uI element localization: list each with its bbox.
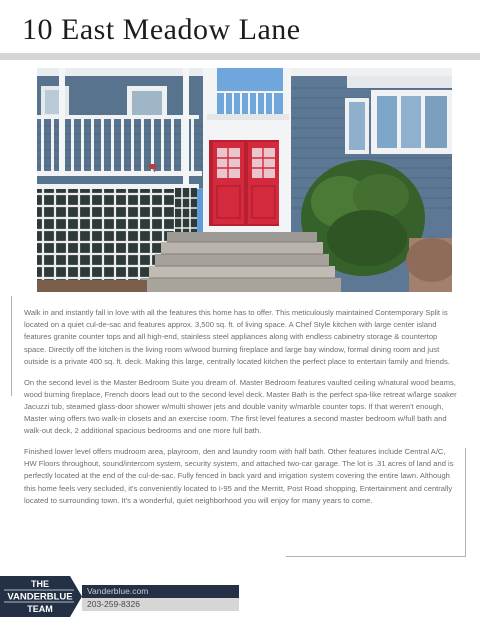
website-link[interactable]: Vanderblue.com	[87, 586, 149, 596]
logo-line-3: TEAM	[27, 604, 53, 614]
frame-accent-left	[11, 296, 12, 396]
description-paragraph: Walk in and instantly fall in love with all the features this home has to offer. This meticulously maintained Contemporary Split is located on a quiet cul-de-sac and features approx. 3,500 sq. ft. of living space. A Chef Style kitchen with large center island features granite counter tops and all high-end, stainless steel appliances along with endless cabinetry storage & countertop space. Directly off the kitchen is the living room w/wood burning fireplace and large bay window, formal dining room and just outside is a private 400 sq. ft. deck. Making this large, centrally located kitchen the perfect place to entertain family and friends.	[24, 308, 450, 366]
listing-description	[24, 307, 458, 516]
vanderblue-team-logo	[0, 576, 82, 617]
house-photo-illustration	[37, 68, 452, 292]
house-photo	[37, 68, 452, 292]
title-divider	[0, 53, 480, 60]
frame-accent-bottom	[286, 556, 466, 557]
logo-line-2: VANDERBLUE	[7, 591, 73, 603]
footer	[0, 576, 480, 621]
description-paragraph: Finished lower level offers mudroom area, playroom, den and laundry room with half bath. Other features include Central A/C, HW Floors throughout, sound/intercom system, security system, and attached two-car garage. The lot is .31 acres of land and is perfectly located at the end of the cul-de-sac. Fully fenced in back yard and irrigation system covering the entire lawn. Although this home feels very secluded, it's conveniently located to I-95 and the Merritt, Post Road shopping, Entertainment and centrally located to surrounding town. It's a wonderful, quiet neighborhood you will enjoy for many years to come.	[24, 447, 454, 505]
page-title: 10 East Meadow Lane	[22, 13, 301, 46]
frame-accent-right	[465, 448, 466, 556]
description-paragraph: On the second level is the Master Bedroom Suite you dream of. Master Bedroom features vaulted ceiling w/natural wood beams, wood burning fireplace, French doors lead out to the second level deck. Master Bath is the perfect spa-like retreat w/large soaker Jacuzzi tub, steamed glass-door shower w/multi shower jets and double vanity w/marble counter tops. If that weren't enough, Master wing offers two walk-in closets and an exercise room. The first level features a second master bedroom w/full bath and walk-out deck, 2 additional spacious bedrooms and one more full bath.	[24, 377, 457, 436]
logo-line-1: THE	[31, 579, 49, 589]
phone-number: 203-259-8326	[87, 599, 140, 609]
